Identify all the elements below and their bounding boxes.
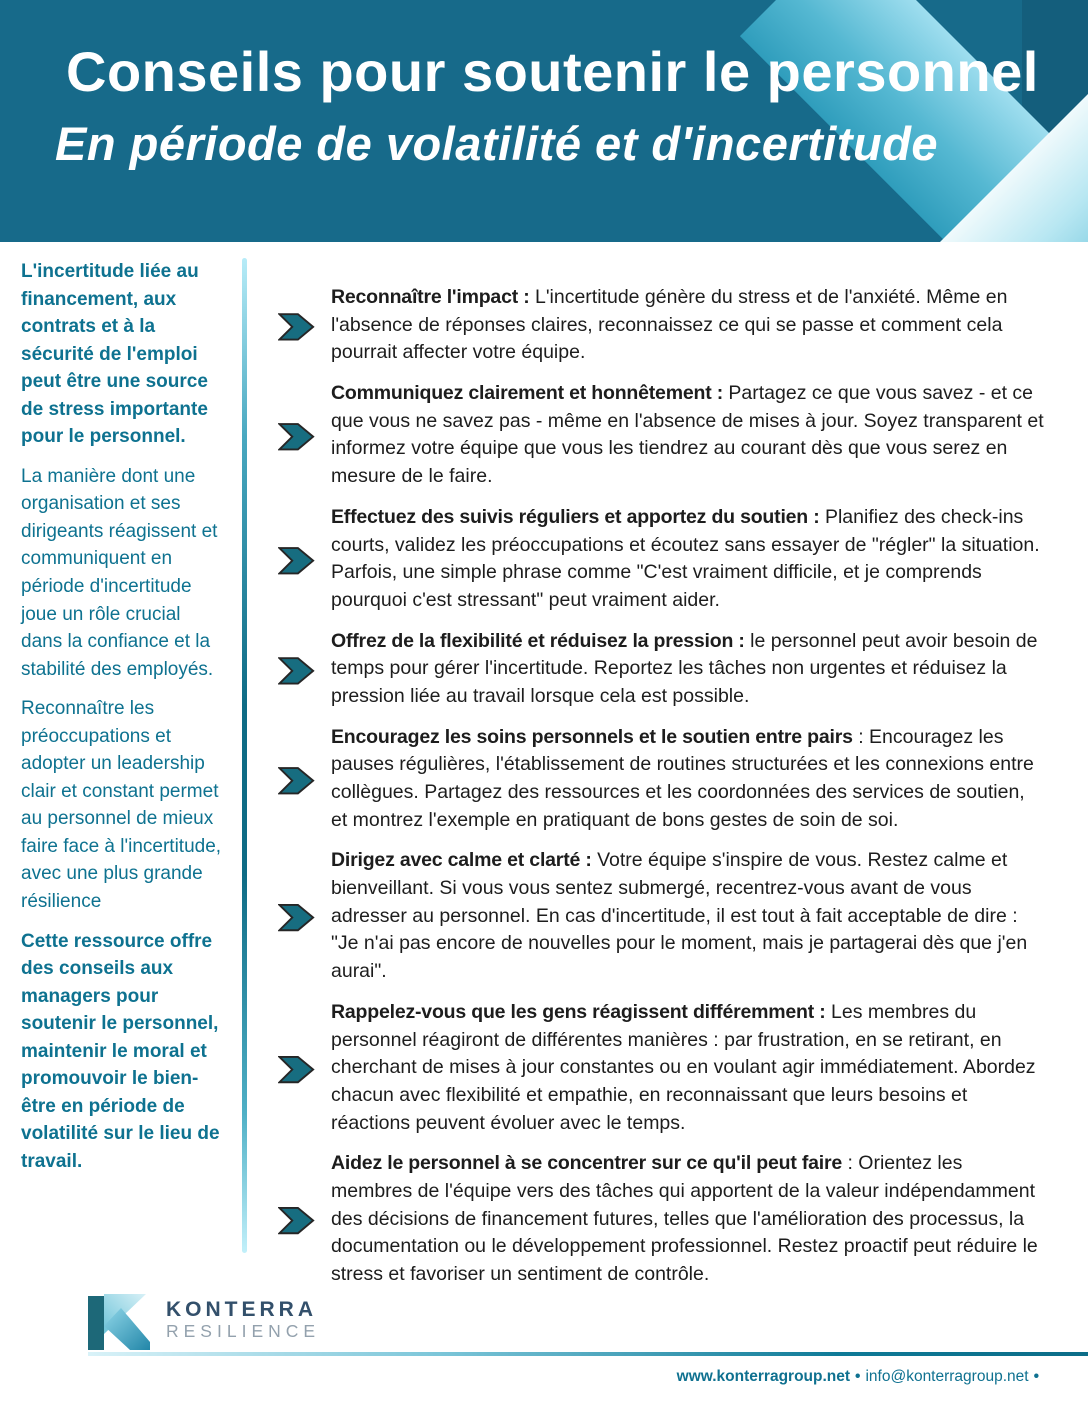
chevron-arrow-right-icon [278, 507, 316, 615]
logo-subname: RESILIENCE [166, 1321, 321, 1342]
tip-text [331, 724, 1044, 835]
tip-item [278, 1150, 1044, 1288]
tip-text [331, 1150, 1044, 1288]
tip-lead: Aidez le personnel à se concentrer sur ce qu'il peut faire [331, 1152, 843, 1175]
tip-lead: Reconnaître l'impact : [331, 286, 530, 308]
sidebar-paragraph: L'incertitude liée au financement, aux contrats et à la sécurité de l'emploi peut être une source de stress importante pour le personnel. [21, 261, 208, 448]
tip-body: : Encouragez les pauses régulières, l'établissement de routines structurées et les connexions entre collègues. Partagez des ressources et les coordonnées des services de soutien, et montrez l'exemple en pratiquant de bons gestes de soin de soi. [331, 725, 1034, 831]
chevron-arrow-right-icon [278, 1153, 316, 1288]
tip-body: : Orientez les membres de l'équipe vers des tâches qui apportent de la valeur indépendamment des décisions de financement futures, telles que l'amélioration des processus, la documentation ou le développement professionnel. Restez proactif peut réduire le stress et favoriser un sentiment de contrôle. [331, 1152, 1038, 1285]
tip-text [331, 284, 1044, 367]
tip-lead: Rappelez-vous que les gens réagissent différemment : [331, 1000, 826, 1023]
tip-lead: Encouragez les soins personnels et le soutien entre pairs [331, 725, 853, 748]
footer-separator: • [855, 1368, 861, 1385]
tip-body: L'incertitude génère du stress et de l'anxiété. Même en l'absence de réponses claires, reconnaissez ce qui se passe et comment cela pourrait affecter votre équipe. [331, 286, 1008, 364]
tip-text [331, 628, 1044, 711]
chevron-arrow-right-icon [278, 631, 316, 711]
chevron-arrow-right-icon [278, 287, 316, 367]
tip-text [331, 999, 1044, 1137]
tip-body: le personnel peut avoir besoin de temps pour gérer l'incertitude. Reportez les tâches non urgentes et réduisez la pression liée au travail lorsque cela est possible. [331, 629, 1038, 707]
footer [677, 1368, 1044, 1386]
logo-name: KONTERRA [166, 1297, 317, 1321]
tip-item [278, 284, 1044, 367]
sidebar-paragraph: La manière dont une organisation et ses dirigeants réagissent et communiquent en période d'incertitude joue un rôle crucial dans la confiance et la stabilité des employés. [21, 465, 218, 680]
sidebar-paragraph: Reconnaître les préoccupations et adopter un leadership clair et constant permet au personnel de mieux faire face à l'incertitude, avec une plus grande résilience [21, 698, 222, 913]
vertical-divider [242, 258, 247, 1253]
tip-item [278, 504, 1044, 615]
footer-separator-end: • [1033, 1368, 1039, 1385]
tip-item [278, 724, 1044, 835]
page-title: Conseils pour soutenir le personnel [66, 40, 1039, 103]
tip-lead: Communiquez clairement et honnêtement : [331, 382, 723, 405]
page-subtitle: En période de volatilité et d'incertitude [55, 117, 939, 171]
tip-lead: Effectuez des suivis réguliers et apportez du soutien : [331, 505, 820, 528]
chevron-arrow-right-icon [278, 727, 316, 835]
footer-rule [88, 1352, 1088, 1356]
tip-item [278, 380, 1044, 491]
tip-body: Partagez ce que vous savez - et ce que vous ne savez pas - même en l'absence de mises à jour. Soyez transparent et informez votre équipe que vous les tiendrez au courant dès que vous serez en mesure de le faire. [331, 382, 1044, 488]
tip-text [331, 380, 1044, 491]
logo-text [166, 1298, 320, 1342]
tip-text [331, 504, 1044, 615]
website-link[interactable]: www.konterragroup.net [676, 1368, 851, 1385]
tip-body: Planifiez des check-ins courts, validez les préoccupations et écoutez sans essayer de "régler" la situation. Parfois, une simple phrase comme "C'est vraiment difficile, et je comprends pourquoi c'est stressant" peut vraiment aider. [331, 505, 1040, 611]
tip-lead: Dirigez avec calme et clarté : [331, 849, 592, 872]
tip-text [331, 847, 1044, 985]
tip-item [278, 999, 1044, 1137]
header-text [0, 0, 1088, 171]
tip-body: Les membres du personnel réagiront de différentes manières : par frustration, en se retirant, en cherchant de mises à jour constantes ou en voulant agir immédiatement. Abordez chacun avec flexibilité et empathie, en reconnaissant que leurs besoins et réactions peuvent évoluer avec le temps. [331, 1000, 1036, 1134]
tip-body: Votre équipe s'inspire de vous. Restez calme et bienveillant. Si vous vous sentez submergé, recentrez-vous avant de vous adresser au personnel. En cas d'incertitude, il est tout à fait acceptable de dire : "Je n'ai pas encore de nouvelles pour le moment, mais je partagerai dès que j'en aurai". [331, 849, 1028, 983]
tip-item [278, 847, 1044, 985]
email-link[interactable]: info@konterragroup.net [865, 1368, 1029, 1385]
content [0, 242, 1088, 1302]
konterra-logo [88, 1290, 320, 1350]
konterra-k-icon [88, 1290, 150, 1350]
sidebar-paragraph: Cette ressource offre des conseils aux managers pour soutenir le personnel, maintenir le moral et promouvoir le bien-être en période de volatilité sur le lieu de travail. [21, 930, 220, 1172]
chevron-arrow-right-icon [278, 850, 316, 985]
header-banner [0, 0, 1088, 242]
tip-item [278, 628, 1044, 711]
tip-lead: Offrez de la flexibilité et réduisez la pression : [331, 629, 745, 652]
chevron-arrow-right-icon [278, 383, 316, 491]
chevron-arrow-right-icon [278, 1002, 316, 1137]
sidebar [21, 258, 225, 1188]
tips-list [278, 258, 1044, 1302]
